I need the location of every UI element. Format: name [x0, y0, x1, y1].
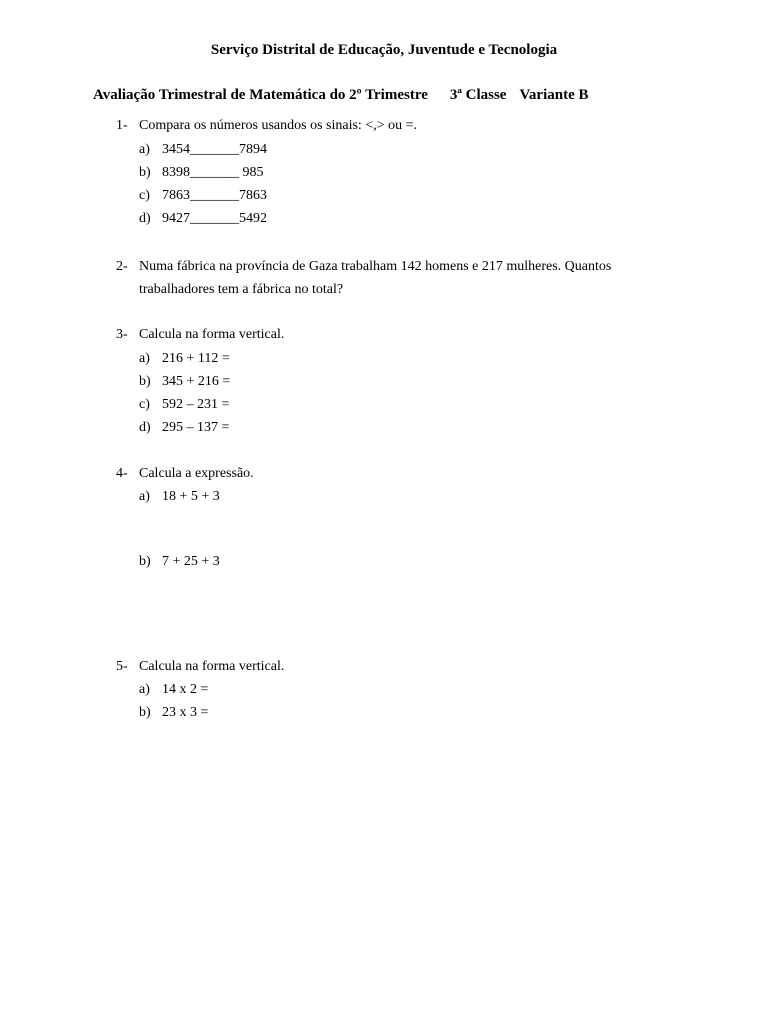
question-3-item-a-text: 216 + 112 =	[162, 351, 230, 366]
question-1-item-a-letter: a)	[139, 142, 150, 157]
document-header: Serviço Distrital de Educação, Juventude e Tecnologia	[210, 42, 558, 58]
question-3-item-c-text: 592 – 231 =	[162, 397, 230, 412]
question-5-item-a-letter: a)	[139, 682, 150, 697]
question-4-text: Calcula a expressão.	[139, 466, 254, 481]
question-1-item-b-letter: b)	[139, 165, 151, 180]
question-4-item-b-letter: b)	[139, 554, 151, 569]
question-4-item-a-text: 18 + 5 + 3	[162, 489, 220, 504]
question-1-item-c-text: 7863_______7863	[162, 188, 267, 203]
question-1-text: Compara os números usandos os sinais: <,> ou =.	[139, 118, 418, 133]
question-5-number: 5-	[116, 659, 128, 674]
question-5-item-a-text: 14 x 2 =	[162, 682, 209, 697]
class-label: 3ª Classe	[449, 87, 507, 103]
question-2-text: Numa fábrica na província de Gaza trabalham 142 homens e 217 mulheres. Quantos	[139, 259, 612, 274]
question-3-text: Calcula na forma vertical.	[139, 327, 285, 342]
question-1-number: 1-	[116, 118, 128, 133]
question-1-item-a-text: 3454_______7894	[162, 142, 267, 157]
question-4-number: 4-	[116, 466, 128, 481]
question-4-item-b-text: 7 + 25 + 3	[162, 554, 220, 569]
question-1-item-c-letter: c)	[139, 188, 150, 203]
question-4-item-a-letter: a)	[139, 489, 150, 504]
assessment-title-line	[93, 87, 589, 104]
question-3-item-a-letter: a)	[139, 351, 150, 366]
assessment-title: Avaliação Trimestral de Matemática do 2º Trimestre	[93, 87, 428, 103]
question-1-item-d-letter: d)	[139, 211, 151, 226]
question-3-item-d-letter: d)	[139, 420, 151, 435]
question-3-item-b-text: 345 + 216 =	[162, 374, 231, 389]
question-5-item-b-text: 23 x 3 =	[162, 705, 209, 720]
variant-label: Variante B	[519, 87, 589, 103]
question-3-item-d-text: 295 – 137 =	[162, 420, 230, 435]
question-1-item-d-text: 9427_______5492	[162, 211, 267, 226]
question-2-number: 2-	[116, 259, 128, 274]
question-5-item-b-letter: b)	[139, 705, 151, 720]
question-1-item-b-text: 8398_______ 985	[162, 165, 264, 180]
question-5-text: Calcula na forma vertical.	[139, 659, 285, 674]
question-2-text-continued: trabalhadores tem a fábrica no total?	[139, 282, 344, 297]
question-3-item-c-letter: c)	[139, 397, 150, 412]
question-3-number: 3-	[116, 327, 128, 342]
question-3-item-b-letter: b)	[139, 374, 151, 389]
